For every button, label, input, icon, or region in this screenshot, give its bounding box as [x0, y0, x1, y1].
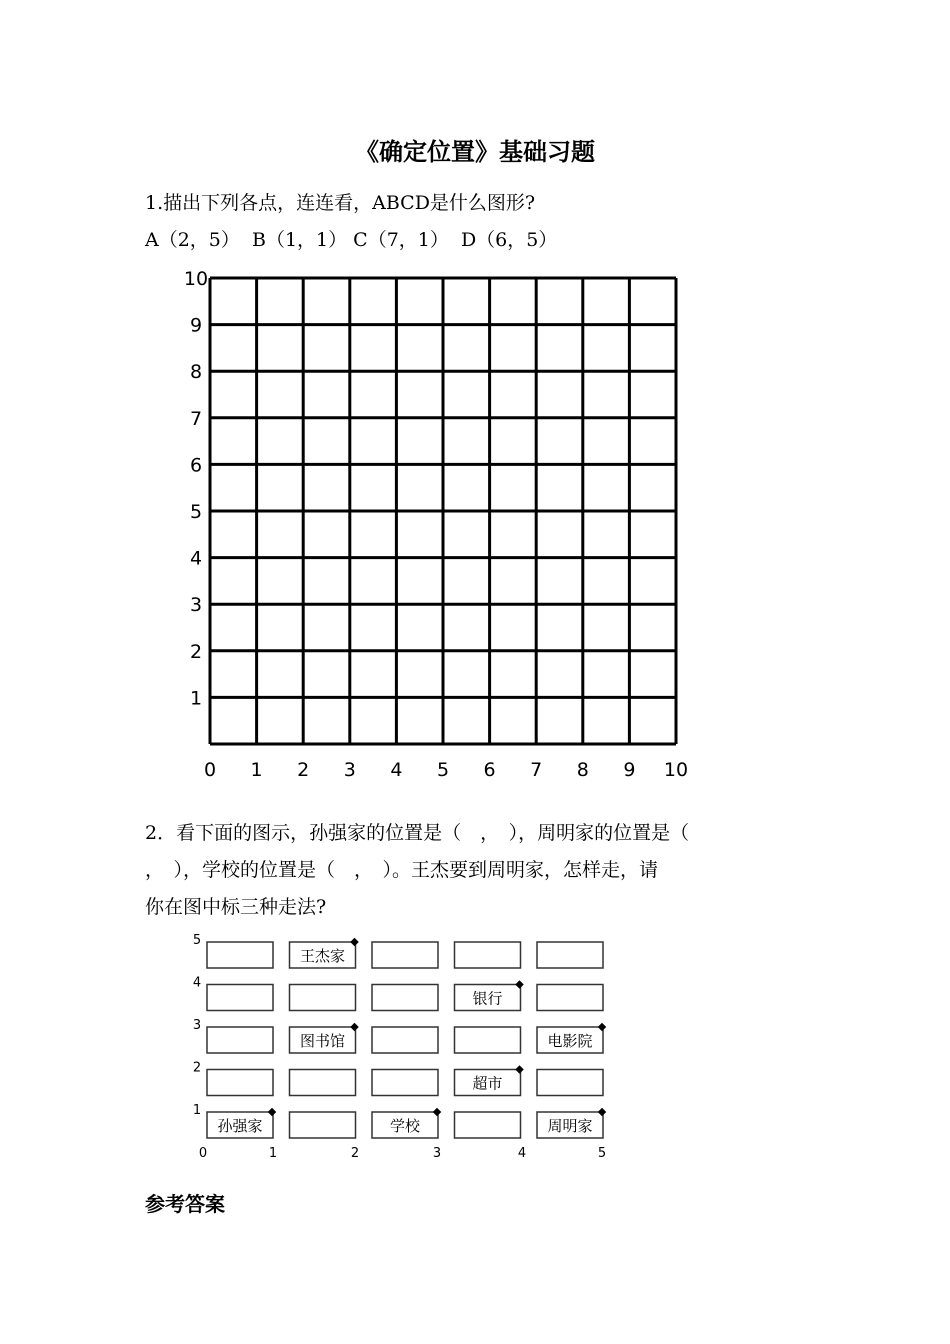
map-y-label: 4 — [192, 975, 202, 991]
map-cell-box — [207, 942, 273, 968]
page-title: 《确定位置》基础习题 — [355, 137, 595, 166]
map-cell-box — [455, 942, 521, 968]
q2-line-1: 2．看下面的图示，孙强家的位置是（ ， ），周明家的位置是（ — [145, 822, 690, 844]
map-x-label: 4 — [517, 1146, 527, 1161]
x-tick-label: 10 — [663, 759, 689, 781]
x-tick-label: 3 — [343, 759, 356, 781]
q1-points: A（2，5） B（1，1） C（7，1） D（6，5） — [145, 229, 558, 251]
q2-line-3: 你在图中标三种走法? — [145, 896, 327, 918]
map-cell-box — [207, 1027, 273, 1053]
y-tick-label: 1 — [189, 687, 203, 710]
map-y-label: 1 — [192, 1103, 202, 1118]
map-cell-box — [455, 1112, 521, 1138]
map-cell-box — [537, 1070, 603, 1096]
map-y-label: 5 — [192, 933, 202, 948]
map-cell-box — [290, 1070, 356, 1096]
x-tick-label: 1 — [250, 759, 263, 781]
map-cell-box — [290, 985, 356, 1011]
y-tick-label: 2 — [189, 640, 203, 663]
map-x-label: 1 — [268, 1146, 278, 1161]
map-cell-box — [372, 1070, 438, 1096]
y-tick-label: 9 — [189, 314, 203, 337]
x-tick-label: 5 — [436, 759, 450, 781]
map-cell-box — [290, 1112, 356, 1138]
place-label: 学校 — [389, 1117, 421, 1135]
x-tick-label: 4 — [390, 759, 403, 781]
place-label: 周明家 — [547, 1117, 593, 1135]
map-y-label: 3 — [192, 1018, 202, 1033]
x-tick-label: 8 — [576, 759, 589, 781]
q2-line-2: ， ），学校的位置是（ ， ）。王杰要到周明家，怎样走，请 — [145, 859, 659, 881]
y-tick-label: 6 — [189, 454, 203, 477]
map-cell-box — [372, 1027, 438, 1053]
map-cell-box — [207, 985, 273, 1011]
map-cell-box — [372, 942, 438, 968]
q1-question: 1.描出下列各点，连连看，ABCD是什么图形? — [145, 192, 536, 214]
x-tick-label: 0 — [203, 759, 217, 781]
y-tick-label: 4 — [189, 547, 203, 570]
location-map — [185, 930, 615, 1162]
map-y-label: 2 — [192, 1060, 202, 1076]
map-cell-box — [372, 985, 438, 1011]
y-tick-label: 7 — [189, 407, 203, 430]
place-label: 图书馆 — [299, 1032, 346, 1050]
place-label: 电影院 — [547, 1032, 593, 1050]
place-label: 银行 — [472, 989, 503, 1008]
place-label: 孙强家 — [217, 1117, 263, 1135]
answer-title: 参考答案 — [145, 1192, 225, 1216]
x-tick-label: 9 — [623, 759, 636, 781]
x-tick-label: 7 — [530, 759, 543, 781]
place-label: 超市 — [472, 1074, 503, 1093]
y-tick-label: 5 — [189, 501, 203, 523]
y-tick-label: 3 — [189, 594, 203, 617]
map-x-label: 5 — [597, 1146, 607, 1161]
map-x-label: 0 — [198, 1146, 208, 1161]
y-tick-label: 8 — [189, 361, 203, 384]
map-cell-box — [207, 1070, 273, 1096]
x-tick-label: 2 — [297, 759, 310, 781]
map-cell-box — [537, 985, 603, 1011]
map-cell-box — [537, 942, 603, 968]
map-x-label: 2 — [350, 1146, 360, 1161]
place-label: 王杰家 — [299, 947, 346, 965]
x-tick-label: 6 — [483, 759, 496, 781]
map-x-label: 3 — [432, 1146, 442, 1161]
map-cell-box — [455, 1027, 521, 1053]
coordinate-grid — [170, 255, 690, 785]
y-tick-label: 10 — [183, 268, 209, 290]
